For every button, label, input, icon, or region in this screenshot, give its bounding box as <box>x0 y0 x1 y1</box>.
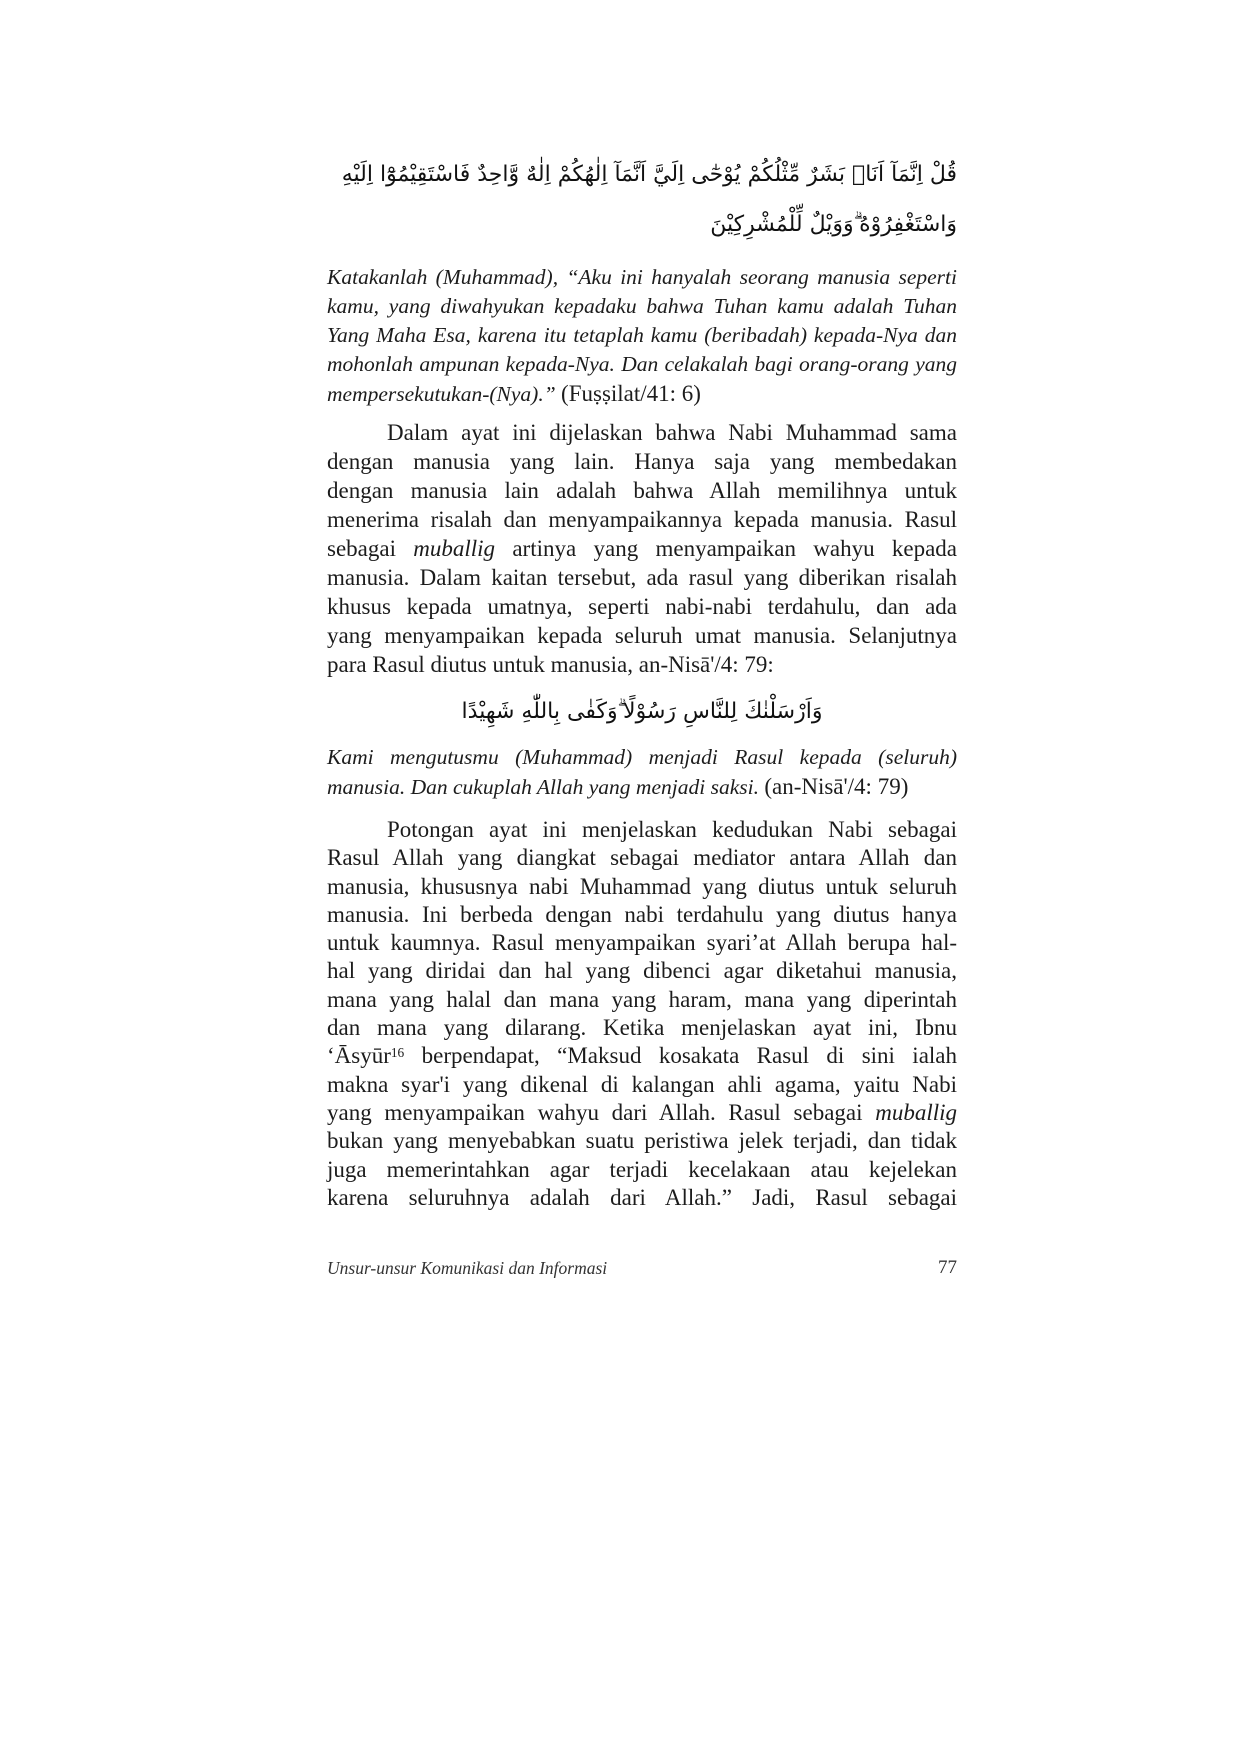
page-number: 77 <box>938 1257 957 1278</box>
translation-text: manusia. Dan cukuplah Allah yang menjadi saksi. <box>327 775 759 799</box>
paragraph-line: karena seluruhnya adalah dari Allah.” Jadi, Rasul sebagai <box>327 1184 957 1210</box>
arabic-verse-line <box>327 200 957 250</box>
paragraph-line: makna syar'i yang dikenal di kalangan ahli agama, yaitu Nabi <box>327 1071 957 1097</box>
paragraph-line: dan mana yang dilarang. Ketika menjelaskan ayat ini, Ibnu <box>327 1015 957 1041</box>
body-paragraph <box>327 816 957 1212</box>
arabic-verse-text: قُلْ اِنَّمَآ اَنَا۠ بَشَرٌ مِّثْلُكُمْ يُوْحٰٓى اِلَيَّ اَنَّمَآ اِلٰهُكُمْ اِلٰهٌ وَّاحِدٌ فَاسْتَقِيْمُوْٓا اِلَيْهِ <box>341 162 957 187</box>
line-text: sebagai <box>327 536 396 561</box>
paragraph-line: Potongan ayat ini menjelaskan kedudukan Nabi sebagai <box>387 817 957 842</box>
translation-line: Yang Maha Esa, karena itu tetaplah kamu (beribadah) kepada-Nya dan <box>327 323 957 347</box>
paragraph-line <box>327 1099 957 1127</box>
translation-line: kamu, yang diwahyukan kepadaku bahwa Tuhan kamu adalah Tuhan <box>327 294 957 318</box>
line-text: yang menyampaikan wahyu dari Allah. Rasul sebagai <box>327 1099 863 1125</box>
verse-translation <box>327 263 957 409</box>
verse-reference: (an-Nisā'/4: 79) <box>764 774 909 799</box>
translation-text: mempersekutukan-(Nya).” <box>327 382 556 406</box>
paragraph-line <box>327 1042 957 1070</box>
arabic-verse-line <box>327 687 957 737</box>
body-paragraph <box>327 418 957 679</box>
paragraph-line: para Rasul diutus untuk manusia, an-Nisā'/4: 79: <box>327 652 774 677</box>
arabic-verse-block <box>327 687 957 737</box>
paragraph-line <box>327 534 957 563</box>
paragraph-line: dengan manusia lain adalah bahwa Allah memilihnya untuk <box>327 478 957 503</box>
verse-translation <box>327 743 957 802</box>
paragraph-line: manusia. Ini berbeda dengan nabi terdahulu yang diutus hanya <box>327 901 957 927</box>
line-text: berpendapat, “Maksud kosakata Rasul di sini ialah <box>421 1043 957 1069</box>
paragraph-line: menerima risalah dan menyampaikannya kepada manusia. Rasul <box>327 507 957 532</box>
paragraph-line: juga memerintahkan agar terjadi kecelakaan atau kejelekan <box>327 1156 957 1182</box>
translation-line: Katakanlah (Muhammad), “Aku ini hanyalah seorang manusia seperti <box>327 265 957 289</box>
running-title: Unsur-unsur Komunikasi dan Informasi <box>327 1258 608 1278</box>
italic-term: muballig <box>413 536 496 561</box>
arabic-verse-text: وَاَرْسَلْنٰكَ لِلنَّاسِ رَسُوْلًا ۗوَكَفٰى بِاللّٰهِ شَهِيْدًا <box>461 699 823 724</box>
paragraph-line: dengan manusia yang lain. Hanya saja yang membedakan <box>327 449 957 474</box>
translation-line <box>327 772 957 802</box>
paragraph-line: mana yang halal dan mana yang haram, mana yang diperintah <box>327 986 957 1012</box>
line-text: artinya yang menyampaikan wahyu kepada <box>512 536 958 561</box>
verse-reference: (Fuṣṣilat/41: 6) <box>561 381 701 406</box>
paragraph-line: khusus kepada umatnya, seperti nabi-nabi terdahulu, dan ada <box>327 594 957 619</box>
paragraph-line: Dalam ayat ini dijelaskan bahwa Nabi Muhammad sama <box>387 420 957 445</box>
italic-term: muballig <box>875 1099 957 1125</box>
paragraph-line: untuk kaumnya. Rasul menyampaikan syari’at Allah berupa hal- <box>327 930 957 956</box>
paragraph-line: bukan yang menyebabkan suatu peristiwa jelek terjadi, dan tidak <box>327 1128 957 1154</box>
paragraph-line: hal yang diridai dan hal yang dibenci agar diketahui manusia, <box>327 958 957 984</box>
translation-line: Kami mengutusmu (Muhammad) menjadi Rasul kepada (seluruh) <box>327 745 957 769</box>
page-footer <box>327 1256 957 1280</box>
footnote-marker: 16 <box>390 1044 405 1060</box>
translation-line: mohonlah ampunan kepada-Nya. Dan celakalah bagi orang-orang yang <box>327 352 957 376</box>
paragraph-line: manusia, khususnya nabi Muhammad yang diutus untuk seluruh <box>327 873 957 899</box>
paragraph-line: Rasul Allah yang diangkat sebagai mediator antara Allah dan <box>327 845 957 871</box>
line-text: ‘Āsyūr <box>327 1043 391 1069</box>
arabic-verse-line <box>327 150 957 200</box>
translation-line <box>327 379 957 409</box>
paragraph-line: manusia. Dalam kaitan tersebut, ada rasul yang diberikan risalah <box>327 565 957 590</box>
arabic-verse-block <box>327 150 957 250</box>
paragraph-line: yang menyampaikan kepada seluruh umat manusia. Selanjutnya <box>327 623 957 648</box>
arabic-verse-text: وَاسْتَغْفِرُوْهُ ۗوَوَيْلٌ لِّلْمُشْرِكِيْنَ <box>710 212 957 237</box>
